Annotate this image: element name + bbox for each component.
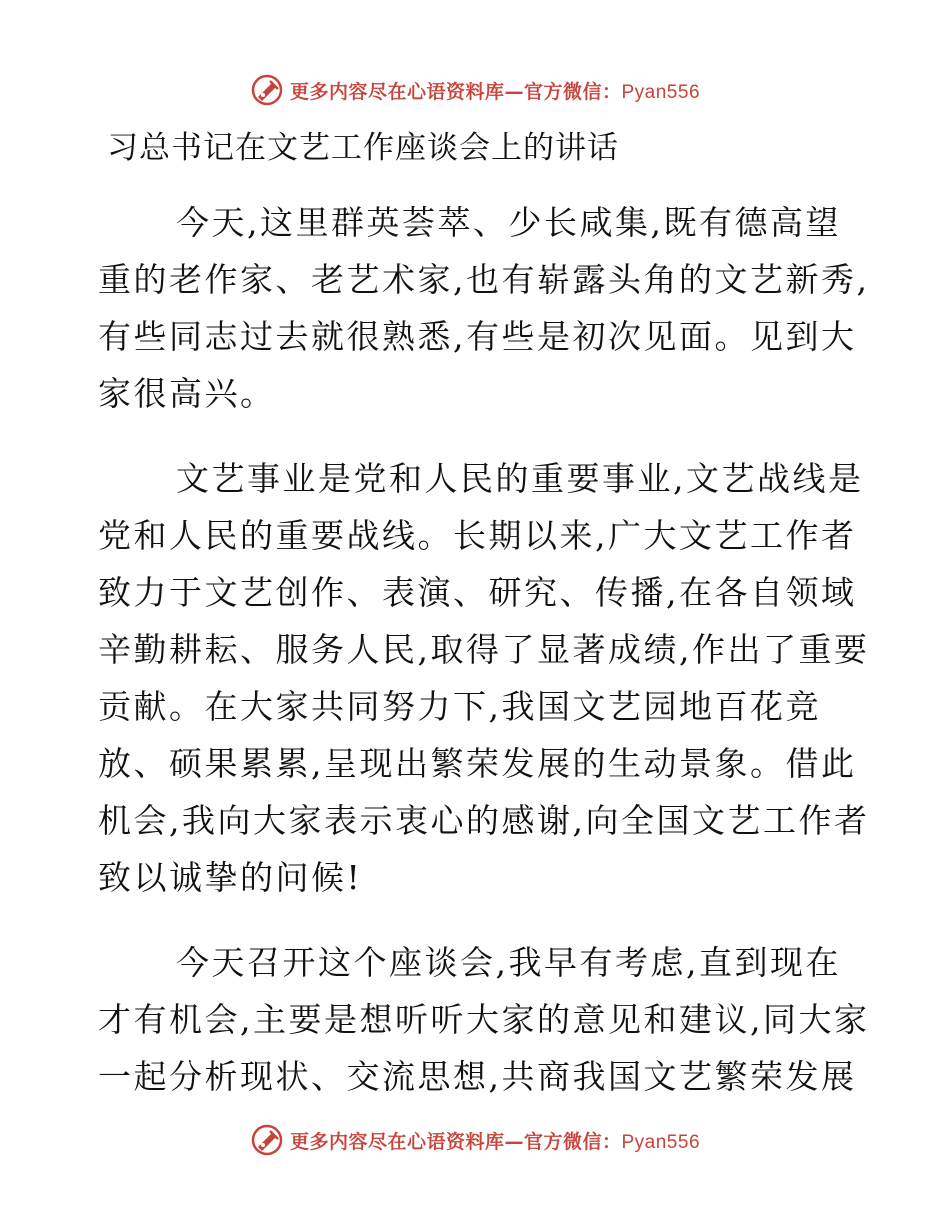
text-line: 才有机会,主要是想听听大家的意见和建议,同大家	[98, 1000, 870, 1039]
text-line: 文艺事业是党和人民的重要事业,文艺战线是	[176, 459, 864, 498]
text-line: 今天召开这个座谈会,我早有考虑,直到现在	[176, 943, 841, 982]
paragraph-1	[98, 194, 870, 422]
text-line: 致力于文艺创作、表演、研究、传播,在各自领域	[98, 573, 857, 612]
text-line: 致以诚挚的问候!	[98, 858, 363, 897]
document-body	[98, 194, 870, 1133]
watermark-slogan: 更多内容尽在心语资料库—官方微信：	[289, 1130, 622, 1153]
pen-nib-logo-icon	[250, 73, 284, 107]
text-line: 一起分析现状、交流思想,共商我国文艺繁荣发展	[98, 1057, 857, 1096]
paragraph-3	[98, 934, 870, 1105]
watermark-text	[290, 1127, 700, 1154]
text-line: 放、硕果累累,呈现出繁荣发展的生动景象。借此	[98, 744, 857, 783]
wechat-id: Pyan556	[621, 1131, 701, 1153]
text-line: 今天,这里群英荟萃、少长咸集,既有德高望	[176, 203, 841, 242]
text-line: 辛勤耕耘、服务人民,取得了显著成绩,作出了重要	[98, 630, 870, 669]
watermark-slogan: 更多内容尽在心语资料库—官方微信：	[289, 80, 622, 103]
text-line: 党和人民的重要战线。长期以来,广大文艺工作者	[98, 516, 857, 555]
document-title: 习总书记在文艺工作座谈会上的讲话	[107, 130, 619, 166]
pen-nib-logo-icon	[250, 1123, 284, 1157]
footer-watermark-banner	[0, 1120, 950, 1160]
text-line: 机会,我向大家表示衷心的感谢,向全国文艺工作者	[98, 801, 870, 840]
text-line: 家很高兴。	[98, 374, 276, 413]
text-line: 贡献。在大家共同努力下,我国文艺园地百花竞	[98, 687, 821, 726]
watermark-text	[290, 77, 700, 104]
wechat-id: Pyan556	[621, 81, 701, 103]
text-line: 有些同志过去就很熟悉,有些是初次见面。见到大	[98, 317, 857, 356]
text-line: 重的老作家、老艺术家,也有崭露头角的文艺新秀,	[98, 260, 870, 299]
paragraph-2	[98, 450, 870, 906]
header-watermark-banner	[0, 70, 950, 110]
